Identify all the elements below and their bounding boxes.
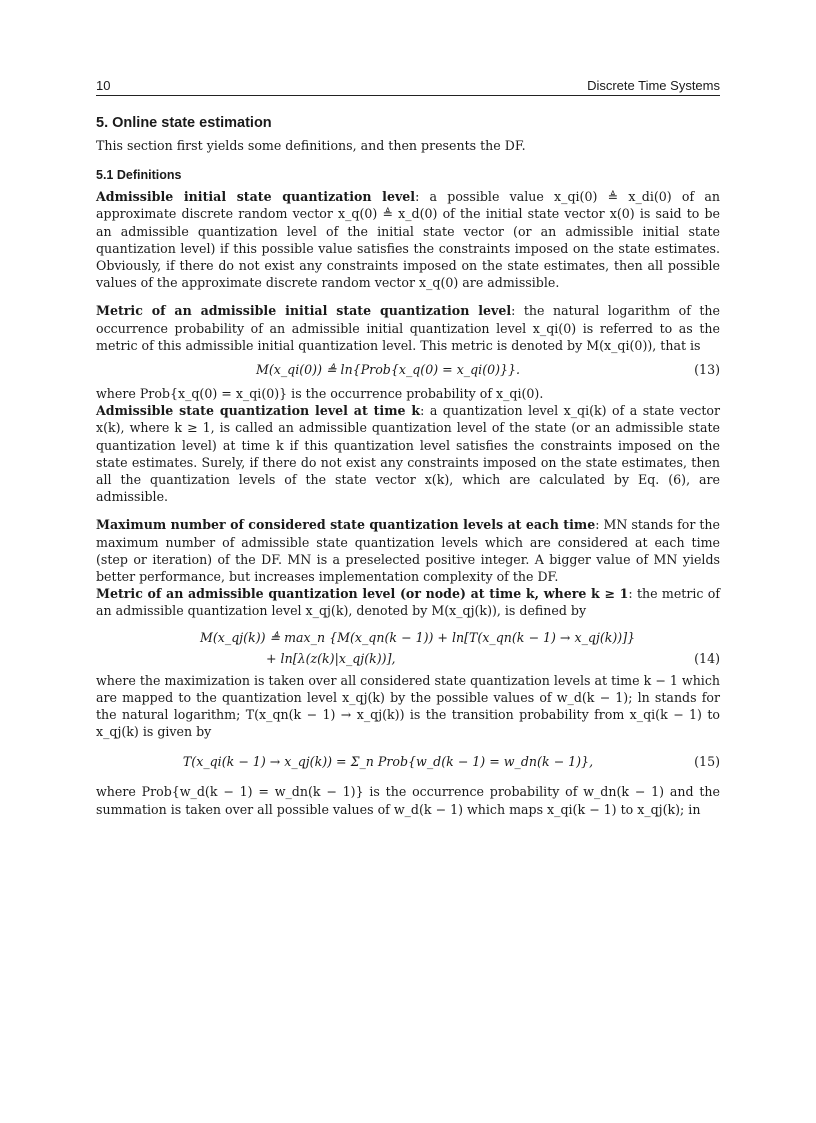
equation-body: M(x_qi(0)) ≜ ln{Prob{x_q(0) = x_qi(0)}}. bbox=[255, 362, 521, 378]
equation-line: M(x_qj(k)) ≜ max_n {M(x_qn(k − 1)) + ln[T(x_qn(k − 1) → x_qj(k))]} bbox=[200, 629, 636, 645]
running-header bbox=[96, 78, 720, 96]
equation-15 bbox=[96, 754, 720, 769]
equation-line: + ln[λ(z(k)|x_qj(k))], bbox=[266, 650, 396, 666]
definition-term: Maximum number of considered state quantization levels at each time bbox=[96, 517, 596, 533]
definition-term: Admissible state quantization level at time k bbox=[96, 403, 421, 419]
definition-3 bbox=[96, 402, 720, 505]
equation-14 bbox=[96, 630, 720, 666]
equation-number: (13) bbox=[694, 362, 720, 378]
subsection-title: 5.1 Definitions bbox=[96, 168, 182, 183]
definition-text: : MN stands for the maximum number of admissible state quantization levels which are considered at each time (step or iteration) of the DF. MN is a preselected positive integer. A bigger value of MN yields better performance, but increases implementation complexity of the DF. bbox=[96, 517, 720, 585]
page bbox=[96, 78, 720, 818]
definition-text: : the natural logarithm of the occurrence probability of an admissible initial quantization level x_qi(0) is referred to as the metric of this admissible initial quantization level. This metric is denoted by M(x_qi(0)), that is bbox=[96, 303, 720, 353]
page-number: 10 bbox=[96, 78, 111, 93]
definition-2-after: where Prob{x_q(0) = x_qi(0)} is the occurrence probability of x_qi(0). bbox=[96, 386, 544, 402]
definition-term: Metric of an admissible quantization level (or node) at time k, where k ≥ 1 bbox=[96, 586, 629, 602]
section-title: 5. Online state estimation bbox=[96, 115, 272, 131]
equation-body: T(x_qi(k − 1) → x_qj(k)) = Σ_n Prob{w_d(k − 1) = w_dn(k − 1)}, bbox=[182, 754, 594, 770]
section-intro: This section first yields some definitions, and then presents the DF. bbox=[96, 138, 526, 153]
definition-4 bbox=[96, 516, 720, 585]
definition-text: : a quantization level x_qi(k) of a state vector x(k), where k ≥ 1, is called an admissible quantization level of the state (or an admissible state quantization level) at time k if this quantization level satisfies the constraints imposed on the state estimates. Surely, if there do not exist any constraints imposed on the state estimates, then all the quantization levels of the state vector x(k), which are calculated by Eq. (6), are admissible. bbox=[96, 403, 720, 505]
definition-text: : the metric of an admissible quantization level x_qj(k), denoted by M(x_qj(k)), is defined by bbox=[96, 586, 720, 619]
definition-5 bbox=[96, 585, 720, 619]
definition-term: Metric of an admissible initial state quantization level bbox=[96, 303, 512, 319]
equation-13 bbox=[96, 362, 720, 377]
running-title: Discrete Time Systems bbox=[587, 78, 720, 93]
definition-2 bbox=[96, 302, 720, 354]
definition-5-final: where Prob{w_d(k − 1) = w_dn(k − 1)} is the occurrence probability of w_dn(k − 1) and the summation is taken over all possible values of w_d(k − 1) which maps x_qi(k − 1) to x_qj(k); in bbox=[96, 784, 720, 817]
definition-text: : a possible value x_qi(0) ≜ x_di(0) of an approximate discrete random vector x_q(0) ≜ x_d(0) of the initial state vector x(0) is said to be an admissible quantization level of the initial state vector (or an admissible initial state quantization level) if this possible value satisfies the constraints imposed on the state estimates. Obviously, if there do not exist any constraints imposed on the state estimates, then all possible values of the approximate discrete random vector x_q(0) are admissible. bbox=[96, 189, 720, 291]
definition-1 bbox=[96, 188, 720, 291]
definition-5-after: where the maximization is taken over all considered state quantization levels at time k − 1 which are mapped to the quantization level x_qj(k) by the possible values of w_d(k − 1); ln stands for the natural logarithm; T(x_qn(k − 1) → x_qj(k)) is the transition probability from x_qi(k − 1) to x_qj(k) is given by bbox=[96, 672, 720, 740]
equation-number: (14) bbox=[694, 650, 720, 666]
definition-term: Admissible initial state quantization level bbox=[96, 189, 416, 205]
equation-number: (15) bbox=[694, 754, 720, 770]
